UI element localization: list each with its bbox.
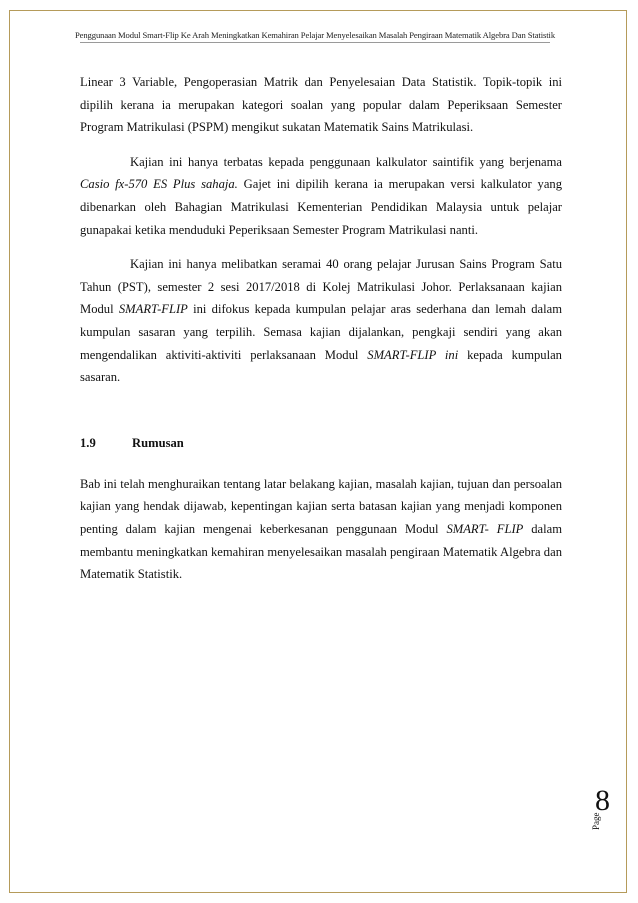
module-name: SMART- FLIP xyxy=(446,521,524,536)
header-divider xyxy=(80,42,550,43)
section-heading xyxy=(80,432,562,454)
paragraph-text: Bab ini telah menghuraikan tentang latar belakang kajian, masalah kajian, tujuan dan persoalan kajian yang hendak dijawab, kepentingan kajian serta batasan kajian yang menjadi komponen penting dalam kajian mengenai keberkesanan penggunaan Modul xyxy=(80,476,562,536)
paragraph-calculator xyxy=(80,151,562,241)
paragraph-text: ini difokus kepada kumpulan pelajar aras sederhana dan lemah dalam kumpulan sasaran yang terpilih. Semasa kajian dijalankan, pengkaji sendiri yang akan mengendalikan aktiviti-aktiviti perlaksanaan Modul xyxy=(80,302,562,362)
main-content xyxy=(80,71,562,586)
section-number: 1.9 xyxy=(80,435,96,450)
page-number-label xyxy=(591,784,613,850)
paragraph-sample xyxy=(80,253,562,389)
paragraph-text: dalam membantu meningkatkan kemahiran menyelesaikan masalah pengiraan Matematik Algebra dan Matematik Statistik. xyxy=(80,521,562,582)
paragraph-text: kepada kumpulan sasaran. xyxy=(80,347,562,385)
paragraph-text: Gajet ini dipilih kerana ia merupakan versi kalkulator yang dibenarkan oleh Bahagian Matrikulasi Kementerian Pendidikan Malaysia untuk pelajar gunapakai ketika menduduki Peperiksaan Semester Program Matrikulasi nanti. xyxy=(80,177,562,237)
page-word: Page xyxy=(591,812,601,830)
paragraph-topics: Linear 3 Variable, Pengoperasian Matrik dan Penyelesaian Data Statistik. Topik-topik ini dipilih kerana ia merupakan kategori soalan yang popular dalam Peperiksaan Semester Program Matrikulasi (PSPM) mengikut sukatan Matematik Sains Matrikulasi. xyxy=(80,75,562,135)
running-header: Penggunaan Modul Smart-Flip Ke Arah Meningkatkan Kemahiran Pelajar Menyelesaikan Masalah Pengiraan Matematik Algebra Dan Statistik xyxy=(74,30,556,40)
page-number: 8 xyxy=(595,784,610,817)
module-name: SMART-FLIP xyxy=(118,302,188,317)
paragraph-summary xyxy=(80,473,562,586)
module-name: SMART-FLIP ini xyxy=(367,347,459,362)
paragraph-text: Kajian ini hanya terbatas kepada penggunaan kalkulator saintifik yang berjenama xyxy=(130,154,562,169)
section-title: Rumusan xyxy=(132,435,184,450)
paragraph-text: Kajian ini hanya melibatkan seramai 40 orang pelajar Jurusan Sains Program Satu Tahun (PST), semester 2 sesi 2017/2018 di Kolej Matrikulasi Johor. Perlaksanaan kajian Modul xyxy=(80,257,562,317)
calculator-model: Casio fx-570 ES Plus sahaja. xyxy=(80,177,238,192)
